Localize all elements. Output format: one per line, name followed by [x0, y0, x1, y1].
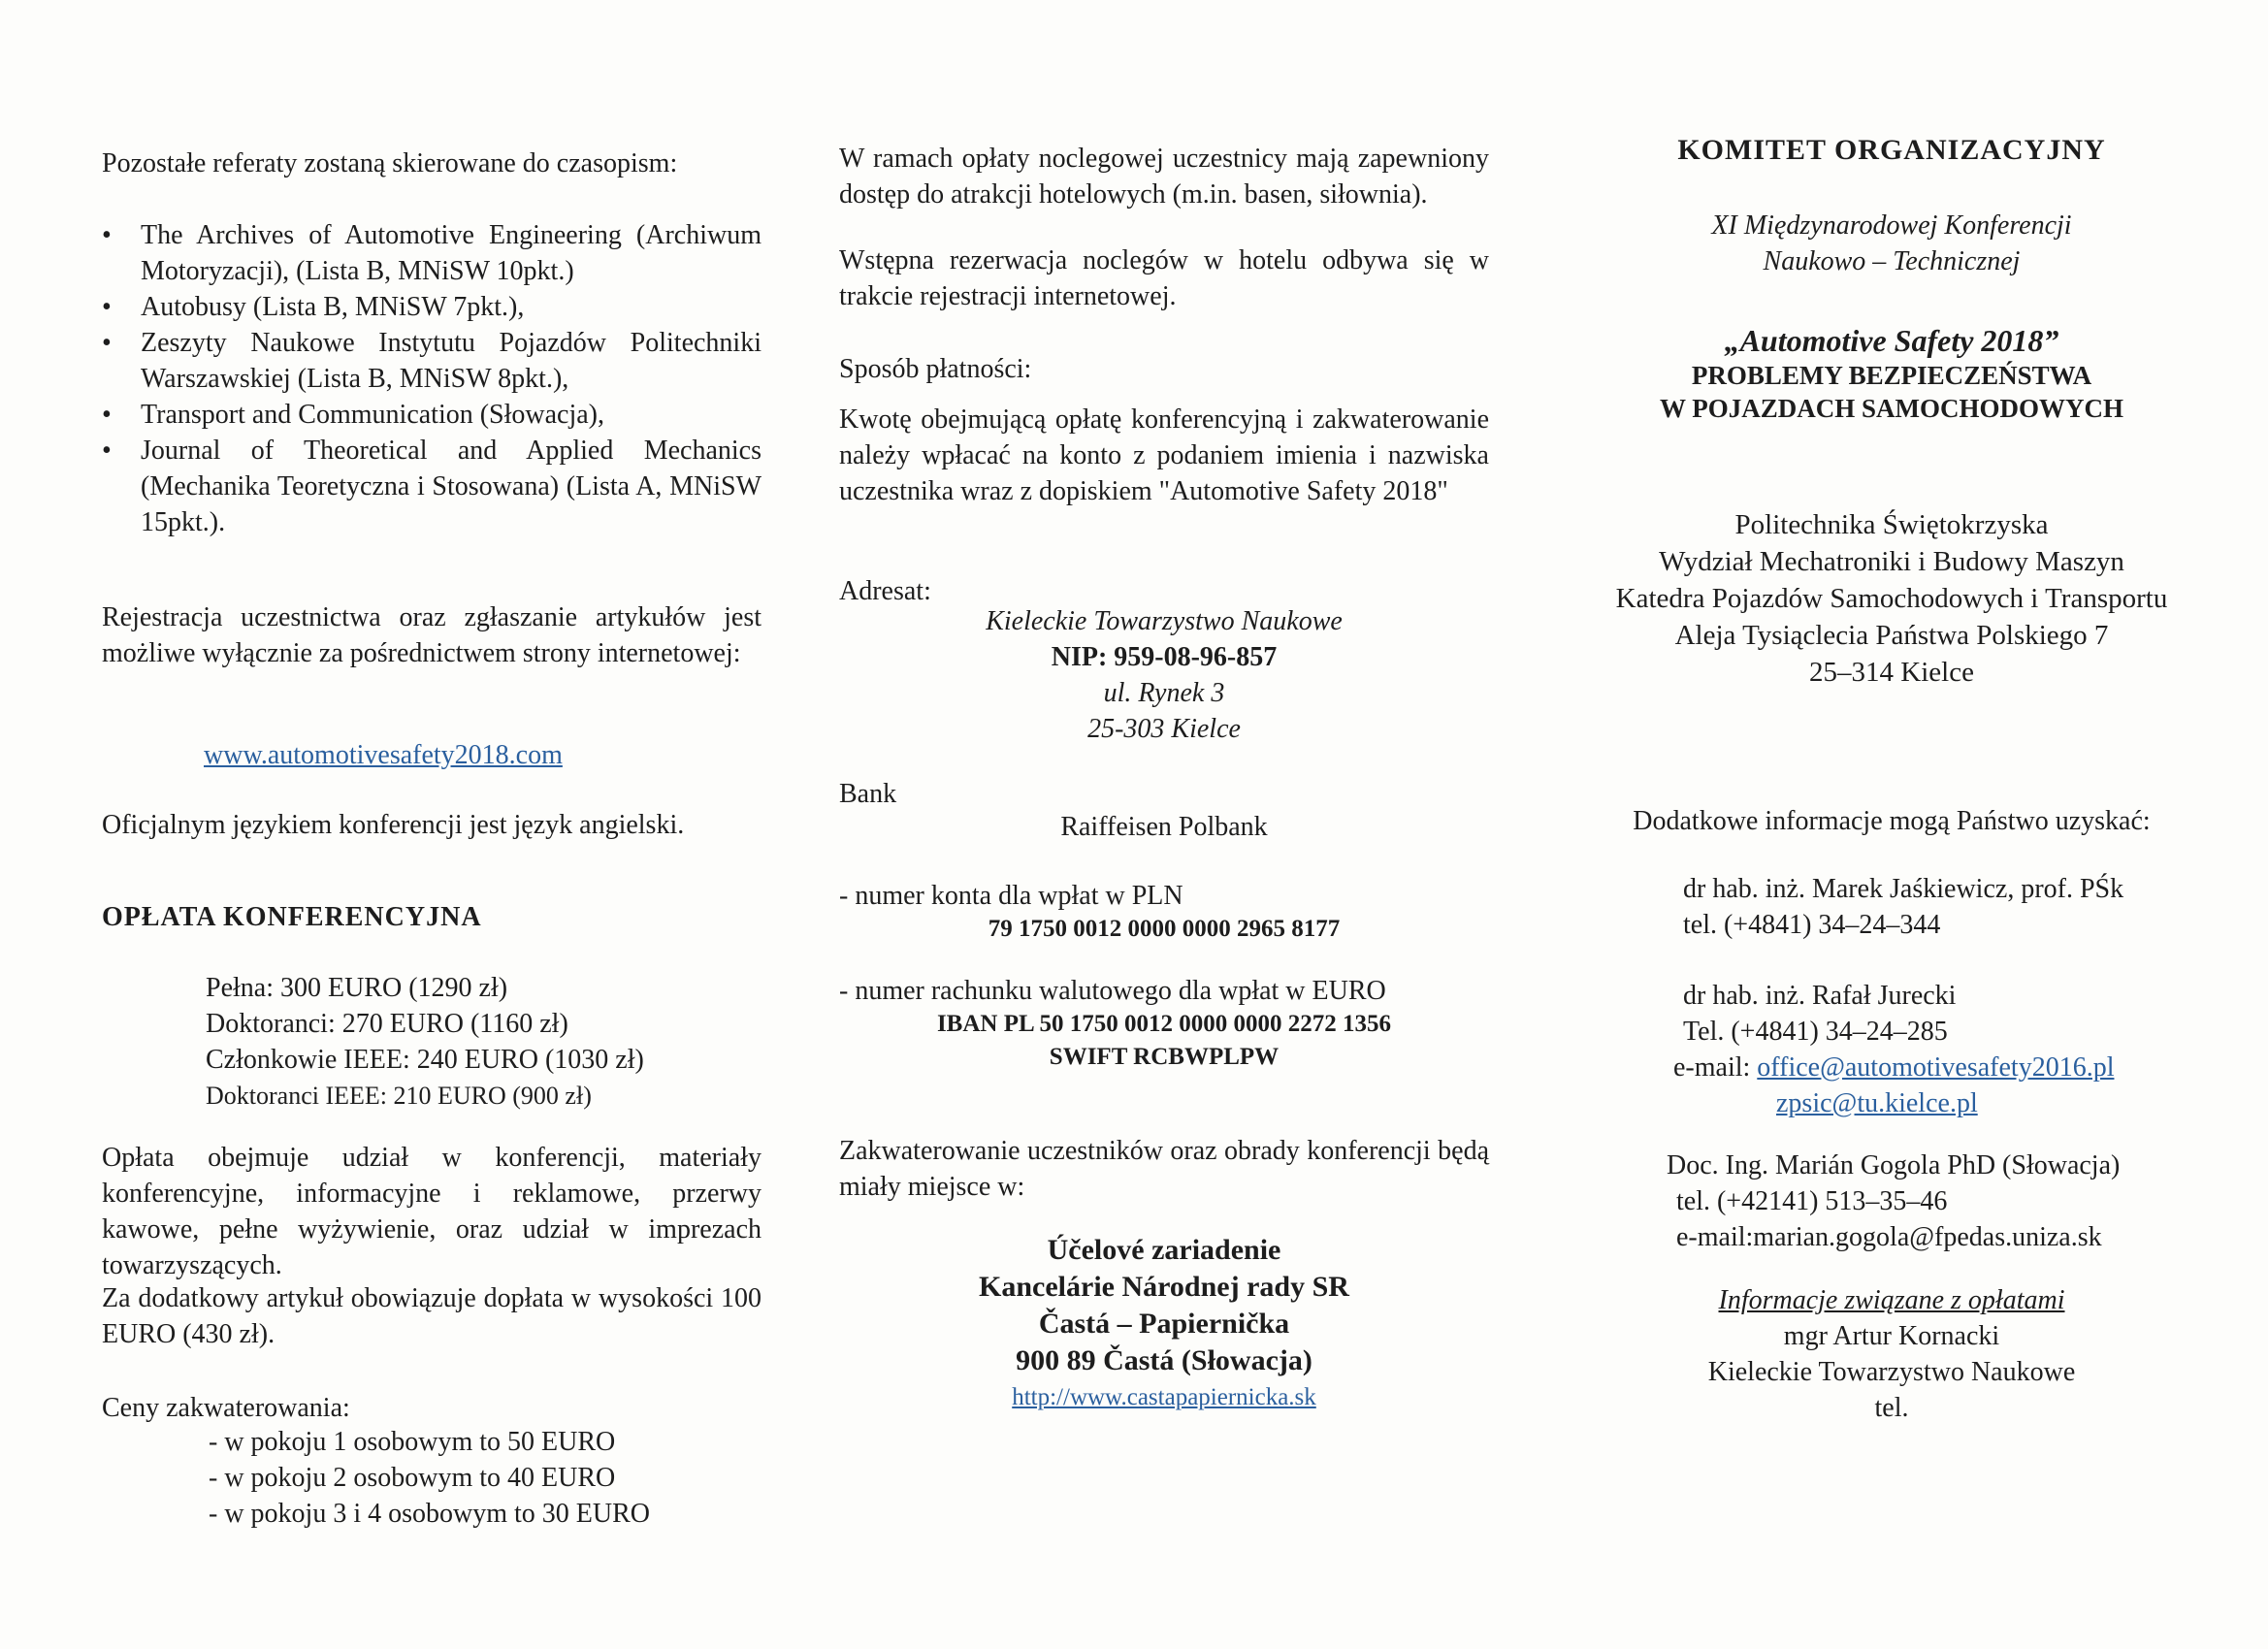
address-line: Katedra Pojazdów Samochodowych i Transportu [1615, 583, 2168, 614]
conference-line: XI Międzynarodowej Konferencji [1711, 210, 2072, 241]
column-left [102, 0, 761, 1649]
venue-line: 900 89 Častá (Słowacja) [1016, 1344, 1312, 1376]
fee-item: Członkowie IEEE: 240 EURO (1030 zł) [206, 1045, 644, 1075]
hotel-text: W ramach opłaty noclegowej uczestnicy mają zapewniony dostęp do atrakcji hotelowych (m.in. basen, siłownia). [839, 144, 1489, 210]
venue-text: Zakwaterowanie uczestników oraz obrady konferencji będą miały miejsce w: [839, 1136, 1489, 1202]
fee-heading: OPŁATA KONFERENCYJNA [102, 902, 482, 932]
eur-label: - numer rachunku walutowego dla wpłat w EURO [839, 976, 1386, 1006]
reservation-text: Wstępna rezerwacja noclegów w hotelu odbywa się w trakcie rejestracji internetowej. [839, 245, 1489, 311]
organizer-address [1562, 506, 2221, 691]
email-label: e-mail: [1673, 1052, 1751, 1083]
contact-phone: tel. (+42141) 513–35–46 [1676, 1186, 1948, 1216]
pln-account: 79 1750 0012 0000 0000 2965 8177 [988, 916, 1341, 942]
address-line: Wydział Mechatroniki i Budowy Maszyn [1659, 546, 2124, 577]
venue-link[interactable]: http://www.castapapiernicka.sk [1012, 1384, 1316, 1410]
email-link[interactable]: zpsic@tu.kielce.pl [1776, 1088, 1978, 1118]
contact-name: Doc. Ing. Marián Gogola PhD (Słowacja) [1667, 1150, 2121, 1180]
contact-name: dr hab. inż. Marek Jaśkiewicz, prof. PŚk [1683, 874, 2124, 904]
accommodation-item: - w pokoju 2 osobowym to 40 EURO [209, 1463, 616, 1493]
list-item: • Transport and Communication (Słowacja), [102, 397, 761, 433]
column-right [1562, 0, 2221, 1649]
conference-title: „Automotive Safety 2018” [1724, 323, 2059, 358]
contact-organization: Kieleckie Towarzystwo Naukowe [1707, 1357, 2076, 1387]
bank-name: Raiffeisen Polbank [1060, 812, 1268, 842]
language-text: Oficjalnym językiem konferencji jest język angielski. [102, 810, 685, 840]
fees-contact [1562, 1282, 2221, 1426]
addressee-name: Kieleckie Towarzystwo Naukowe [986, 606, 1343, 636]
contact-2 [1562, 978, 2221, 1121]
contact-phone: Tel. (+4841) 34–24–285 [1683, 1017, 1948, 1047]
info-text: Dodatkowe informacje mogą Państwo uzyskać: [1633, 806, 2151, 836]
fees-info-heading: Informacje związane z opłatami [1718, 1285, 2065, 1315]
addressee-city: 25-303 Kielce [1087, 714, 1241, 744]
conference-topic-line: W POJAZDACH SAMOCHODOWYCH [1659, 394, 2123, 423]
contact-phone: tel. (+4841) 34–24–344 [1683, 910, 1941, 940]
list-item: • The Archives of Automotive Engineering (Archiwum Motoryzacji), (Lista B, MNiSW 10pkt.) [102, 217, 761, 289]
swift-code: SWIFT RCBWPLPW [1049, 1044, 1280, 1070]
conference-topic [1562, 359, 2221, 425]
contact-email: e-mail:marian.gogola@fpedas.uniza.sk [1676, 1222, 2102, 1252]
registration-text: Rejestracja uczestnictwa oraz zgłaszanie artykułów jest możliwe wyłącznie za pośrednictwem strony internetowej: [102, 602, 761, 668]
fee-includes-text: Opłata obejmuje udział w konferencji, materiały konferencyjne, informacyjne i reklamowe, przerwy kawowe, pełne wyżywienie, oraz udział w imprezach towarzyszących. [102, 1143, 761, 1280]
contact-1 [1562, 871, 2221, 943]
contact-name: mgr Artur Kornacki [1783, 1321, 2000, 1351]
column-middle [839, 0, 1489, 1649]
accommodation-list [102, 1424, 761, 1532]
fee-item: Doktoranci: 270 EURO (1160 zł) [206, 1009, 568, 1039]
extra-article-text: Za dodatkowy artykuł obowiązuje dopłata w wysokości 100 EURO (430 zł). [102, 1283, 761, 1349]
fee-item: Doktoranci IEEE: 210 EURO (900 zł) [206, 1082, 592, 1110]
addressee-block [839, 603, 1489, 747]
accommodation-heading: Ceny zakwaterowania: [102, 1393, 350, 1423]
list-item: • Zeszyty Naukowe Instytutu Pojazdów Politechniki Warszawskiej (Lista B, MNiSW 8pkt.), [102, 325, 761, 397]
payment-text: Kwotę obejmującą opłatę konferencyjną i zakwaterowanie należy wpłacać na konto z podaniem imienia i nazwiska uczestnika wraz z dopiskiem "Automotive Safety 2018" [839, 404, 1489, 506]
pln-label: - numer konta dla wpłat w PLN [839, 881, 1183, 911]
addressee-label: Adresat: [839, 576, 931, 606]
conference-topic-line: PROBLEMY BEZPIECZEŃSTWA [1691, 361, 2092, 390]
venue-line: Kancelárie Národnej rady SR [979, 1271, 1349, 1303]
address-line: Politechnika Świętokrzyska [1734, 509, 2049, 540]
conference-subtitle [1562, 208, 2221, 279]
journals-list [102, 217, 761, 540]
venue-line: Účelové zariadenie [1047, 1234, 1281, 1266]
eur-iban: IBAN PL 50 1750 0012 0000 0000 2272 1356 [936, 1011, 1392, 1037]
fee-item: Pełna: 300 EURO (1290 zł) [206, 973, 508, 1003]
addressee-street: ul. Rynek 3 [1103, 678, 1225, 708]
contact-name: dr hab. inż. Rafał Jurecki [1683, 981, 1957, 1011]
bank-label: Bank [839, 779, 897, 809]
addressee-nip: NIP: 959-08-96-857 [1051, 642, 1278, 672]
list-item: • Autobusy (Lista B, MNiSW 7pkt.), [102, 289, 761, 325]
address-line: 25–314 Kielce [1809, 657, 1974, 688]
address-line: Aleja Tysiąclecia Państwa Polskiego 7 [1674, 620, 2109, 651]
committee-heading: KOMITET ORGANIZACYJNY [1677, 134, 2106, 166]
email-link[interactable]: office@automotivesafety2016.pl [1757, 1052, 2115, 1083]
fee-list [102, 970, 761, 1114]
venue-block [839, 1232, 1489, 1379]
list-item: • Journal of Theoretical and Applied Mechanics (Mechanika Teoretyczna i Stosowana) (Lista A, MNiSW 15pkt.). [102, 433, 761, 540]
payment-heading: Sposób płatności: [839, 354, 1032, 384]
conference-line: Naukowo – Technicznej [1763, 246, 2021, 276]
contact-phone: tel. [1874, 1393, 1909, 1423]
website-link[interactable]: www.automotivesafety2018.com [204, 740, 563, 770]
contact-3 [1562, 1148, 2221, 1255]
accommodation-item: - w pokoju 1 osobowym to 50 EURO [209, 1427, 616, 1457]
accommodation-item: - w pokoju 3 i 4 osobowym to 30 EURO [209, 1499, 650, 1529]
journals-intro: Pozostałe referaty zostaną skierowane do czasopism: [102, 148, 678, 178]
venue-line: Častá – Papiernička [1038, 1308, 1290, 1340]
